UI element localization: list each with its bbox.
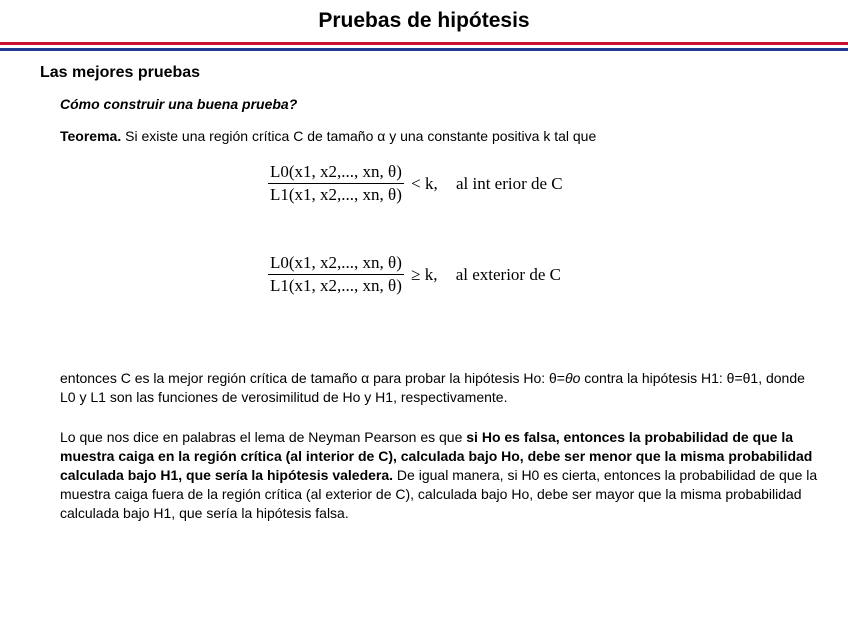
region-condition: al exterior de C xyxy=(455,264,561,284)
fraction-numerator: L0(x1, x2,..., xn, θ) xyxy=(268,253,404,275)
relation: < k, xyxy=(411,173,438,193)
title-rule-blue xyxy=(0,48,848,51)
relation: ≥ k, xyxy=(411,264,438,284)
formula-exterior xyxy=(268,253,561,296)
theorem-label: Teorema. xyxy=(60,128,122,144)
paragraph-bold: si Ho es falsa, entonces la probabilidad de que la muestra caiga en la región crítica (al interior de C), calculada bajo Ho, debe ser menor que la misma probabilidad calculada bajo H1, que sería la hipótesis valedera. xyxy=(60,429,813,483)
likelihood-ratio-fraction xyxy=(268,162,404,205)
page-title: Pruebas de hipótesis xyxy=(318,9,530,32)
paragraph-intro: Lo que nos dice en palabras el lema de Neyman Pearson es que xyxy=(60,429,467,445)
region-condition: al int erior de C xyxy=(455,173,563,193)
theorem-statement xyxy=(60,128,596,144)
fraction-numerator: L0(x1, x2,..., xn, θ) xyxy=(268,162,404,184)
title-rule-red xyxy=(0,42,848,45)
paragraph-text: contra la hipótesis H1: θ=θ1, donde L0 y L1 son las funciones de verosimilitud de Ho y H1, respectivamente. xyxy=(60,370,805,405)
fraction-denominator: L1(x1, x2,..., xn, θ) xyxy=(270,276,402,295)
theorem-text: Si existe una región crítica C de tamaño α y una constante positiva k tal que xyxy=(121,128,597,144)
paragraph-neyman-pearson xyxy=(60,428,820,523)
section-heading: Las mejores pruebas xyxy=(40,64,201,81)
likelihood-ratio-fraction xyxy=(268,253,404,296)
paragraph-text: entonces C es la mejor región crítica de tamaño α para probar la hipótesis Ho: θ= xyxy=(60,370,565,386)
paragraph-best-critical-region xyxy=(60,369,820,407)
subheading: Cómo construir una buena prueba? xyxy=(60,96,298,112)
fraction-denominator: L1(x1, x2,..., xn, θ) xyxy=(270,185,402,204)
formula-interior xyxy=(268,162,563,205)
paragraph-italic: θo xyxy=(564,370,581,386)
paragraph-rest: De igual manera, si H0 es cierta, entonces la probabilidad de que la muestra caiga fuera de la región crítica (al exterior de C), calculada bajo Ho, debe ser mayor que la misma probabilidad calculada bajo H1, que sería la hipótesis falsa. xyxy=(60,467,818,521)
